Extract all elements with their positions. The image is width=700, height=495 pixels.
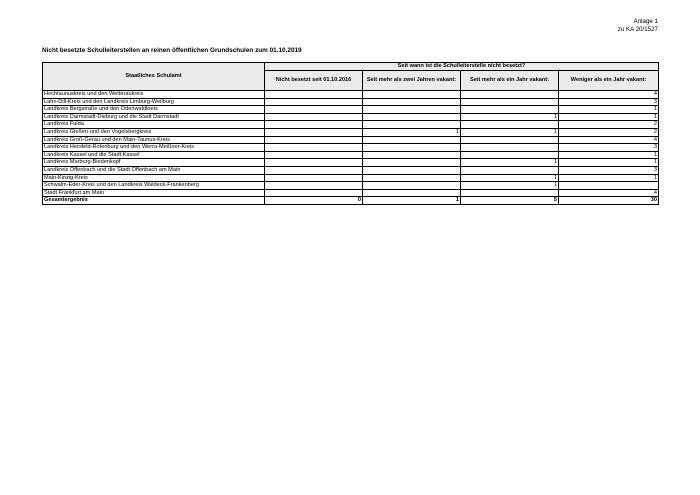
- more-than-two-years-cell: [363, 113, 461, 121]
- schulamt-cell: Lahn-Dill-Kreis und den Landkreis Limburg-Weilburg: [43, 98, 265, 106]
- header-less-than-one-year: Weniger als ein Jahr vakant:: [559, 71, 659, 91]
- table-row: [43, 166, 659, 174]
- header-group: Seit wann ist die Schulleiterstelle nicht besetzt?: [265, 63, 659, 71]
- schulamt-cell: Landkreis Fulda: [43, 121, 265, 129]
- table-row: [43, 113, 659, 121]
- more-than-two-years-cell: [363, 106, 461, 114]
- total-more-than-one-year: 5: [461, 197, 559, 205]
- more-than-two-years-cell: 1: [363, 128, 461, 136]
- table-row: [43, 151, 659, 159]
- schulamt-cell: Schwalm-Eder-Kreis und den Landkreis Waldeck-Frankenberg: [43, 182, 265, 190]
- schulamt-cell: Main-Kinzig-Kreis: [43, 174, 265, 182]
- since-2016-cell: [265, 106, 363, 114]
- more-than-two-years-cell: [363, 136, 461, 144]
- more-than-one-year-cell: [461, 121, 559, 129]
- table-row: [43, 182, 659, 190]
- since-2016-cell: [265, 144, 363, 152]
- since-2016-cell: [265, 128, 363, 136]
- schulamt-cell: Landkreis Marburg-Biedenkopf: [43, 159, 265, 167]
- since-2016-cell: [265, 159, 363, 167]
- more-than-one-year-cell: [461, 166, 559, 174]
- more-than-two-years-cell: [363, 151, 461, 159]
- schulamt-cell: Stadt Frankfurt am Main: [43, 189, 265, 197]
- attachment-reference: [618, 18, 658, 34]
- more-than-one-year-cell: [461, 144, 559, 152]
- since-2016-cell: [265, 151, 363, 159]
- less-than-one-year-cell: 1: [559, 159, 659, 167]
- header-more-than-two-years: Seit mehr als zwei Jahren vakant:: [363, 71, 461, 91]
- table-row: [43, 174, 659, 182]
- more-than-two-years-cell: [363, 121, 461, 129]
- less-than-one-year-cell: 1: [559, 174, 659, 182]
- schulamt-cell: Landkreis Darmstadt-Dieburg und die Stadt Darmstadt: [43, 113, 265, 121]
- table-row: [43, 189, 659, 197]
- less-than-one-year-cell: 2: [559, 128, 659, 136]
- since-2016-cell: [265, 121, 363, 129]
- table-row: [43, 98, 659, 106]
- less-than-one-year-cell: [559, 182, 659, 190]
- since-2016-cell: [265, 174, 363, 182]
- more-than-two-years-cell: [363, 91, 461, 99]
- since-2016-cell: [265, 98, 363, 106]
- schulamt-cell: Hochtaunuskreis und den Wetteraukreis: [43, 91, 265, 99]
- since-2016-cell: [265, 113, 363, 121]
- table-row: [43, 144, 659, 152]
- less-than-one-year-cell: 1: [559, 106, 659, 114]
- more-than-two-years-cell: [363, 159, 461, 167]
- total-since-2016: 0: [265, 197, 363, 205]
- table-row: [43, 91, 659, 99]
- header-more-than-one-year: Seit mehr als ein Jahr vakant:: [461, 71, 559, 91]
- anlage-label: Anlage 1: [633, 18, 658, 25]
- more-than-one-year-cell: [461, 151, 559, 159]
- ka-reference: zu KA 20/1527: [617, 26, 658, 33]
- since-2016-cell: [265, 136, 363, 144]
- document-title: Nicht besetzte Schulleiterstellen an reinen öffentlichen Grundschulen zum 01.10.2019: [42, 47, 302, 54]
- schulamt-cell: Landkreis Groß-Gerau und den Main-Taunus-Kreis: [43, 136, 265, 144]
- since-2016-cell: [265, 91, 363, 99]
- less-than-one-year-cell: 1: [559, 151, 659, 159]
- less-than-one-year-cell: 3: [559, 166, 659, 174]
- more-than-one-year-cell: [461, 106, 559, 114]
- table-row: [43, 136, 659, 144]
- less-than-one-year-cell: 1: [559, 113, 659, 121]
- more-than-two-years-cell: [363, 189, 461, 197]
- schulamt-cell: Landkreis Hersfeld-Rotenburg und den Werra-Meißner-Kreis: [43, 144, 265, 152]
- table-row: [43, 106, 659, 114]
- schulamt-cell: Landkreis Bergstraße und den Odenwaldkreis: [43, 106, 265, 114]
- since-2016-cell: [265, 189, 363, 197]
- more-than-one-year-cell: 1: [461, 159, 559, 167]
- more-than-one-year-cell: 1: [461, 128, 559, 136]
- more-than-one-year-cell: [461, 98, 559, 106]
- since-2016-cell: [265, 182, 363, 190]
- less-than-one-year-cell: 2: [559, 121, 659, 129]
- less-than-one-year-cell: 4: [559, 91, 659, 99]
- more-than-one-year-cell: [461, 189, 559, 197]
- schulamt-cell: Landkreis Gießen und den Vogelsbergkreis: [43, 128, 265, 136]
- less-than-one-year-cell: 4: [559, 189, 659, 197]
- vacancy-table: [42, 62, 659, 205]
- total-row: [43, 197, 659, 205]
- less-than-one-year-cell: 3: [559, 98, 659, 106]
- more-than-two-years-cell: [363, 144, 461, 152]
- table-row: [43, 121, 659, 129]
- table-row: [43, 159, 659, 167]
- more-than-two-years-cell: [363, 98, 461, 106]
- more-than-one-year-cell: [461, 91, 559, 99]
- more-than-one-year-cell: 1: [461, 113, 559, 121]
- more-than-two-years-cell: [363, 182, 461, 190]
- more-than-two-years-cell: [363, 166, 461, 174]
- schulamt-cell: Landkreis Offenbach und die Stadt Offenbach am Main: [43, 166, 265, 174]
- total-label: Gesamtergebnis: [43, 197, 265, 205]
- more-than-one-year-cell: [461, 136, 559, 144]
- more-than-two-years-cell: [363, 174, 461, 182]
- less-than-one-year-cell: 4: [559, 136, 659, 144]
- since-2016-cell: [265, 166, 363, 174]
- total-less-than-one-year: 30: [559, 197, 659, 205]
- header-since-2016: Nicht besetzt seit 01.10.2016: [265, 71, 363, 91]
- table-row: [43, 128, 659, 136]
- more-than-one-year-cell: 1: [461, 174, 559, 182]
- less-than-one-year-cell: 3: [559, 144, 659, 152]
- header-schulamt: Staatliches Schulamt: [43, 63, 265, 91]
- schulamt-cell: Landkreis Kassel und die Stadt Kassel: [43, 151, 265, 159]
- more-than-one-year-cell: 1: [461, 182, 559, 190]
- total-more-than-two-years: 1: [363, 197, 461, 205]
